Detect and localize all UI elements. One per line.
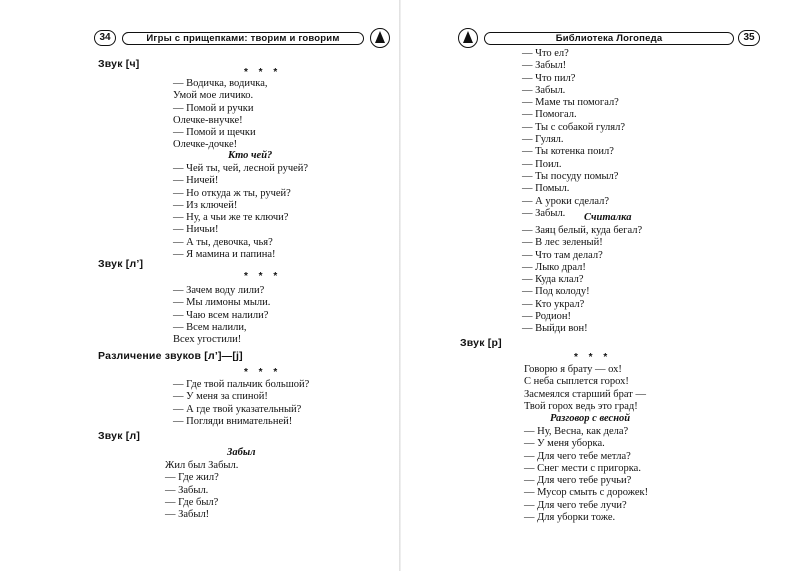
library-logo-icon	[370, 28, 390, 48]
poem-text: — Заяц белый, куда бегал? — В лес зеленый! — Что там делал? — Лыко драл! — Куда клал? — Под колоду! — Кто украл? — Родион! — Выйди вон!	[522, 225, 643, 335]
poem-stars: * * *	[244, 271, 282, 282]
poem-title: Забыл	[227, 447, 256, 458]
poem-stars: * * *	[574, 352, 612, 363]
section-heading: Звук [л’]	[98, 258, 144, 270]
right-header	[418, 30, 755, 46]
library-logo-icon	[458, 28, 478, 48]
section-heading: Звук [л]	[98, 430, 141, 442]
poem-title: Разговор с весной	[550, 413, 631, 424]
poem-text: — Зачем воду лили? — Мы лимоны мыли. — Чаю всем налили? — Всем налили, Всех угостили!	[173, 285, 271, 346]
right-page	[400, 0, 800, 571]
poem-title: Считалка	[584, 212, 632, 223]
poem-text: — Водичка, водичка, Умой мое личико. — Помой и ручки Олечке-внучке! — Помой и щечки Олечке-дочке!	[173, 78, 268, 151]
section-heading: Звук [р]	[460, 337, 502, 349]
poem-title: Кто чей?	[228, 150, 273, 161]
page-number: 35	[738, 30, 760, 46]
poem-text: — Что ел? — Забыл! — Что пил? — Забыл. — Маме ты помогал? — Помогал. — Ты с собакой гулял? — Гулял. — Ты котенка поил? — Поил. — Ты посуду помыл? — Помыл. — А уроки сделал? — Забыл.	[522, 48, 626, 219]
poem-text: — Ну, Весна, как дела? — У меня уборка. — Для чего тебе метла? — Снег мести с пригорка. — Для чего тебе ручьи? — Мусор смыть с дорожек! — Для чего тебе лучи? — Для уборки тоже.	[524, 426, 649, 524]
poem-text: — Чей ты, чей, лесной ручей? — Ничей! — Но откуда ж ты, ручей? — Из ключей! — Ну, а чьи же те ключи? — Ничьи! — А ты, девочка, чья? — Я мамина и папина!	[173, 163, 309, 261]
poem-text: Жил был Забыл. — Где жил? — Забыл. — Где был? — Забыл!	[165, 460, 239, 521]
poem-stars: * * *	[244, 367, 282, 378]
section-heading: Различение звуков [л’]—[j]	[98, 350, 243, 362]
running-head: Библиотека Логопеда	[484, 32, 734, 45]
section-heading: Звук [ч]	[98, 58, 140, 70]
poem-text: — Где твой пальчик большой? — У меня за спиной! — А где твой указательный? — Погляди внимательней!	[173, 379, 310, 427]
running-head: Игры с прищепками: творим и говорим	[122, 32, 364, 45]
page-number: 34	[94, 30, 116, 46]
poem-stars: * * *	[244, 67, 282, 78]
left-header	[94, 30, 392, 46]
poem-text: Говорю я брату — ох! С неба сыплется горох! Засмеялся старший брат — Твой горох ведь это град!	[524, 364, 647, 412]
